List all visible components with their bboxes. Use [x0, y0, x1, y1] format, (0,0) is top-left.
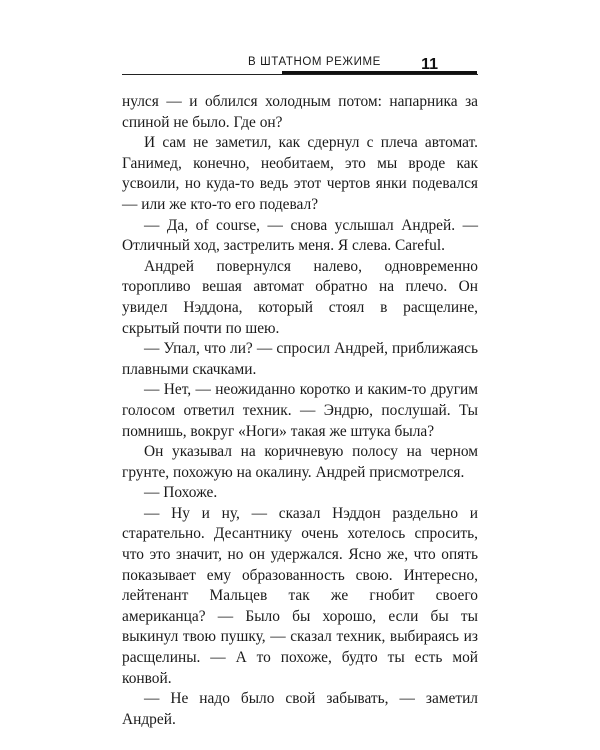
- paragraph: — Да, of course, — снова услышал Андрей. — Отличный ход, застрелить меня. Я слева. Careful.: [122, 216, 478, 255]
- running-header: [122, 52, 478, 82]
- header-rule-accent: [282, 71, 477, 74]
- running-title: В ШТАТНОМ РЕЖИМЕ: [248, 56, 381, 68]
- paragraph: — Упал, что ли? — спросил Андрей, приближаясь плавными скачками.: [122, 340, 478, 378]
- paragraph: И сам не заметил, как сдернул с плеча автомат. Ганимед, конечно, необитаем, это мы вроде как усвоили, но куда-то ведь этот чертов янки подевался — или же кто-то его подевал?: [122, 134, 478, 213]
- paragraph: Он указывал на коричневую полосу на черном грунте, похожую на окалину. Андрей присмотрелся.: [122, 443, 478, 481]
- header-rule: [122, 74, 478, 75]
- paragraph: — Не надо было свой забывать, — заметил Андрей.: [122, 690, 478, 728]
- paragraph: Андрей повернулся налево, одновременно торопливо вешая автомат обратно на плечо. Он увидел Нэддона, который стоял в расщелине, скрытый почти по шею.: [122, 257, 478, 337]
- paragraph: нулся — и облился холодным потом: напарника за спиной не было. Где он?: [122, 93, 478, 131]
- paragraph: — Похоже.: [144, 484, 218, 502]
- paragraph: — Нет, — неожиданно коротко и каким-то другим голосом ответил техник. — Эндрю, послушай. Ты помнишь, вокруг «Ноги» такая же штука была?: [122, 381, 478, 440]
- page-number: 11: [421, 56, 438, 73]
- paragraph: — Ну и ну, — сказал Нэддон раздельно и старательно. Десантнику очень хотелось спросить, что это значит, но он удержался. Ясно же, что опять показывает ему образованность свою. Интересно, лейтенант Мальцев так же гнобит своего американца? — Было бы хорошо, если бы ты выкинул твою пушку, — сказал техник, выбираясь из расщелины. — А то похоже, будто ты есть мой конвой.: [122, 504, 478, 687]
- page-text: [122, 92, 478, 730]
